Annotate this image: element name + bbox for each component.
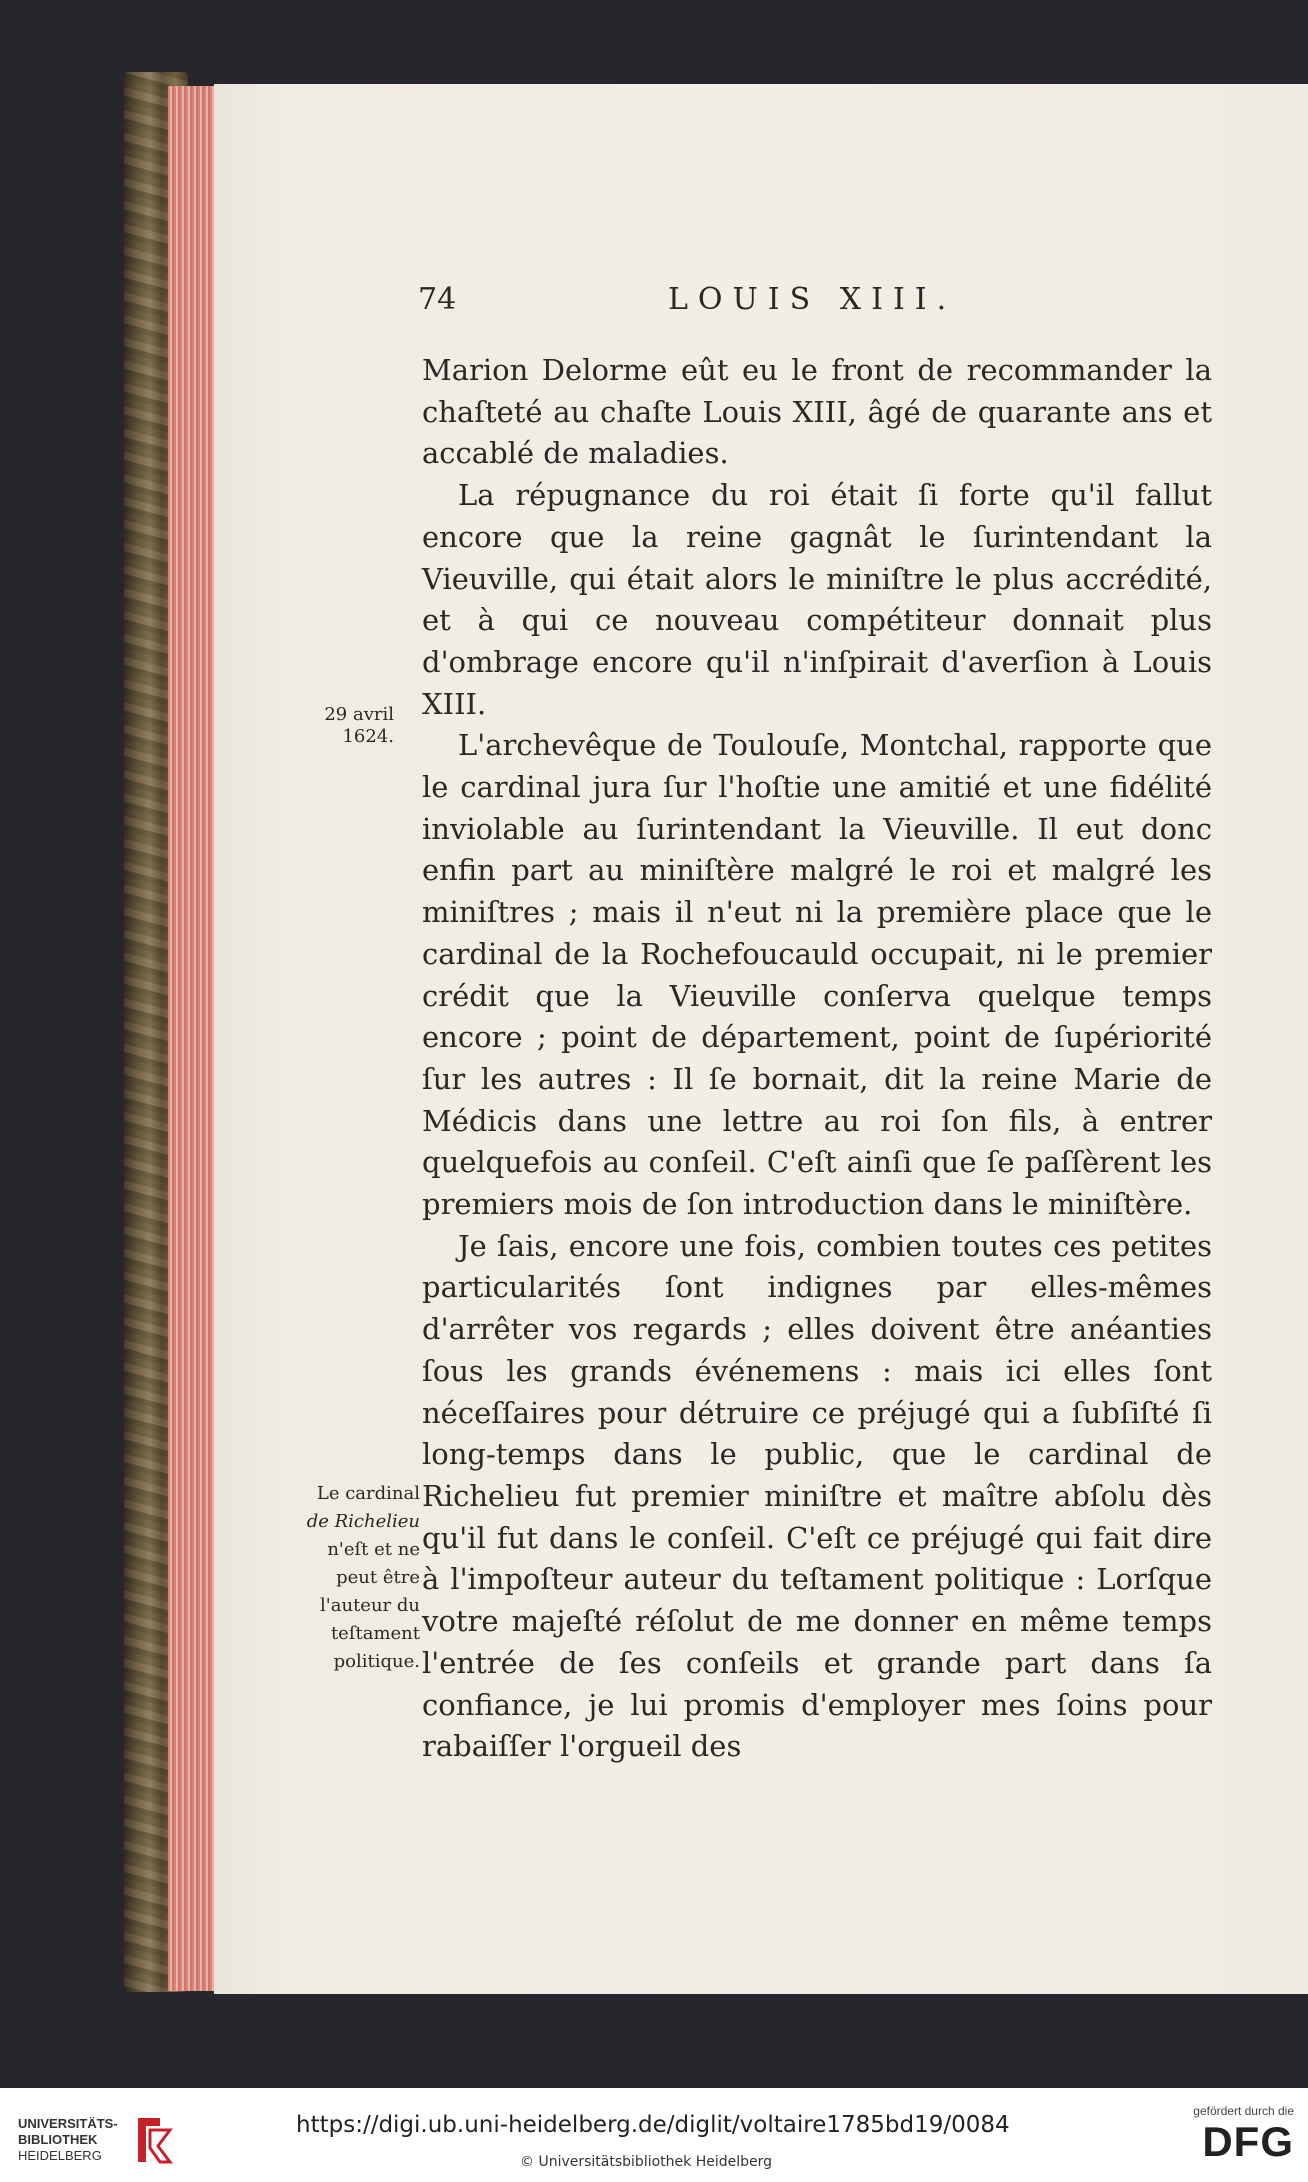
library-mark-icon (130, 2112, 178, 2168)
library-name-line: BIBLIOTHEK (18, 2132, 98, 2147)
running-title: LOUIS XIII. (668, 282, 957, 317)
funding-label: gefördert durch die (1193, 2104, 1294, 2118)
margin-note-line: peut être (336, 1567, 420, 1588)
copyright-notice: © Universitätsbibliothek Heidelberg (520, 2154, 773, 2170)
page-header (418, 282, 1218, 322)
margin-note-line: 29 avril (324, 704, 394, 725)
paragraph: L'archevêque de Toulouſe, Montchal, rapporte que le cardinal jura ſur l'hoſtie une amitié et une fidélité inviolable au ſurintendant la Vieuville. Il eut donc enfin part au miniſtère malgré le roi et malgré les miniſtres ; mais il n'eut ni la première place que le cardinal de la Rochefoucauld occupait, ni le premier crédit que la Vieuville conſerva quelque temps encore ; point de département, point de ſupériorité ſur les autres : Il ſe bornait, dit la reine Marie de Médicis dans une lettre au roi ſon fils, à entrer quelquefois au conſeil. C'eſt ainſi que ſe paſſèrent les premiers mois de ſon introduction dans le miniſtère. (422, 728, 1212, 1222)
permalink-url[interactable]: https://digi.ub.uni-heidelberg.de/diglit/voltaire1785bd19/0084 (296, 2112, 1010, 2138)
margin-note-line: n'eſt et ne (327, 1539, 420, 1560)
viewer-footer (0, 2088, 1308, 2182)
margin-note-side (262, 1480, 420, 1676)
margin-note-line: Le cardinal (316, 1483, 420, 1504)
library-name-line: UNIVERSITÄTS- (18, 2116, 118, 2131)
margin-note-line: teſtament (330, 1623, 420, 1644)
margin-note-line: l'auteur du (320, 1595, 420, 1616)
library-name-line: HEIDELBERG (18, 2148, 102, 2163)
paragraph: La répugnance du roi était ſi forte qu'il fallut encore que la reine gagnât le ſurintendant la Vieuville, qui était alors le miniſtre le plus accrédité, et à qui ce nouveau compétiteur donnait plus d'ombrage encore qu'il n'inſpirait d'averſion à Louis XIII. (422, 478, 1212, 721)
margin-note-date (290, 704, 394, 748)
paragraph: Marion Delorme eût eu le front de recommander la chaſteté au chaſte Louis XIII, âgé de quarante ans et accablé de maladies. (422, 353, 1212, 471)
margin-note-line: 1624. (342, 726, 394, 747)
library-name (18, 2116, 118, 2164)
page-number: 74 (418, 282, 457, 317)
paragraph: Je ſais, encore une fois, combien toutes ces petites particularités ſont indignes par elles-mêmes d'arrêter vos regards ; elles doivent être anéanties ſous les grands événemens : mais ici elles ſont néceſſaires pour détruire ce préjugé qui a ſubſiſté ſi long-temps dans le public, que le cardinal de Richelieu fut premier miniſtre et maître abſolu dès qu'il fut dans le conſeil. C'eſt ce préjugé qui fait dire à l'impoſteur auteur du teſtament politique : Lorſque votre majeſté réſolut de me donner en même temps l'entrée de ſes conſeils et grande part dans ſa confiance, je lui promis d'employer mes ſoins pour rabaiſſer l'orgueil des (422, 1228, 1212, 1764)
page-edges (168, 86, 214, 1991)
margin-note-line: de Richelieu (306, 1511, 420, 1532)
margin-note-line: politique. (333, 1651, 420, 1672)
body-text (422, 350, 1212, 1768)
dfg-logo[interactable] (1164, 2104, 1294, 2176)
library-logo[interactable] (18, 2112, 178, 2168)
funder-name: DFG (1202, 2118, 1294, 2165)
